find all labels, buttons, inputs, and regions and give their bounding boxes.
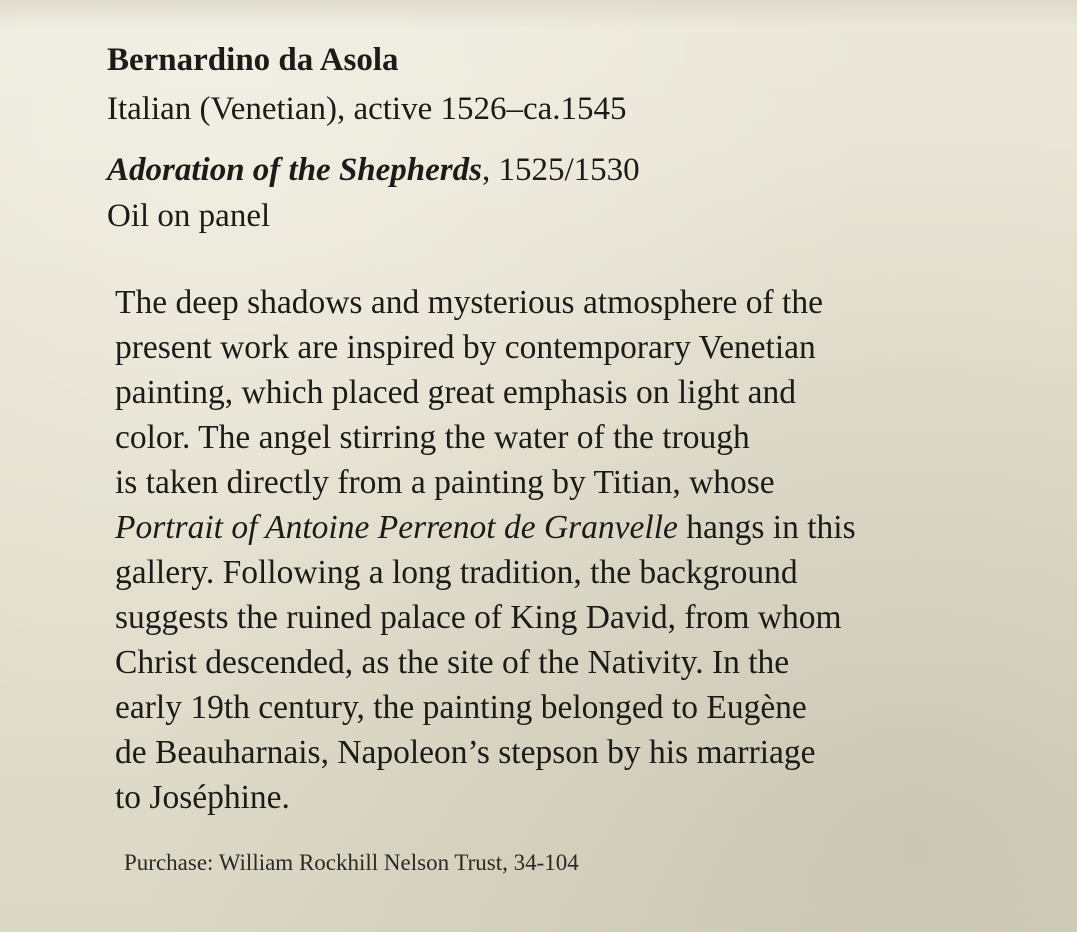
artwork-title-line [107, 150, 640, 190]
description-line: color. The angel stirring the water of the trough [115, 419, 750, 456]
artwork-medium: Oil on panel [107, 198, 271, 234]
artwork-date: , 1525/1530 [482, 152, 640, 188]
artwork-title: Adoration of the Shepherds [107, 152, 482, 188]
description-line-remainder: hangs in this [677, 509, 856, 546]
description-paragraph [115, 280, 1015, 820]
credit-line: Purchase: William Rockhill Nelson Trust, 34-104 [124, 850, 579, 875]
description-line: is taken directly from a painting by Titian, whose [115, 464, 775, 501]
artist-name: Bernardino da Asola [107, 42, 399, 78]
description-line: Christ descended, as the site of the Nativity. In the [115, 644, 790, 681]
description-line: suggests the ruined palace of King David, from whom [115, 599, 842, 636]
description-line: gallery. Following a long tradition, the background [115, 554, 798, 591]
description-line: to Joséphine. [115, 779, 290, 816]
artist-nationality-dates: Italian (Venetian), active 1526–ca.1545 [107, 91, 627, 127]
description-line: painting, which placed great emphasis on light and [115, 374, 796, 411]
description-line: early 19th century, the painting belonged to Eugène [115, 689, 807, 726]
description-line [115, 505, 1015, 550]
description-line: The deep shadows and mysterious atmosphere of the [115, 284, 823, 321]
description-line: de Beauharnais, Napoleon’s stepson by his marriage [115, 734, 816, 771]
description-line: present work are inspired by contemporary Venetian [115, 329, 816, 366]
top-edge-shadow [0, 0, 1077, 28]
referenced-artwork-title: Portrait of Antoine Perrenot de Granvelle [115, 509, 678, 546]
